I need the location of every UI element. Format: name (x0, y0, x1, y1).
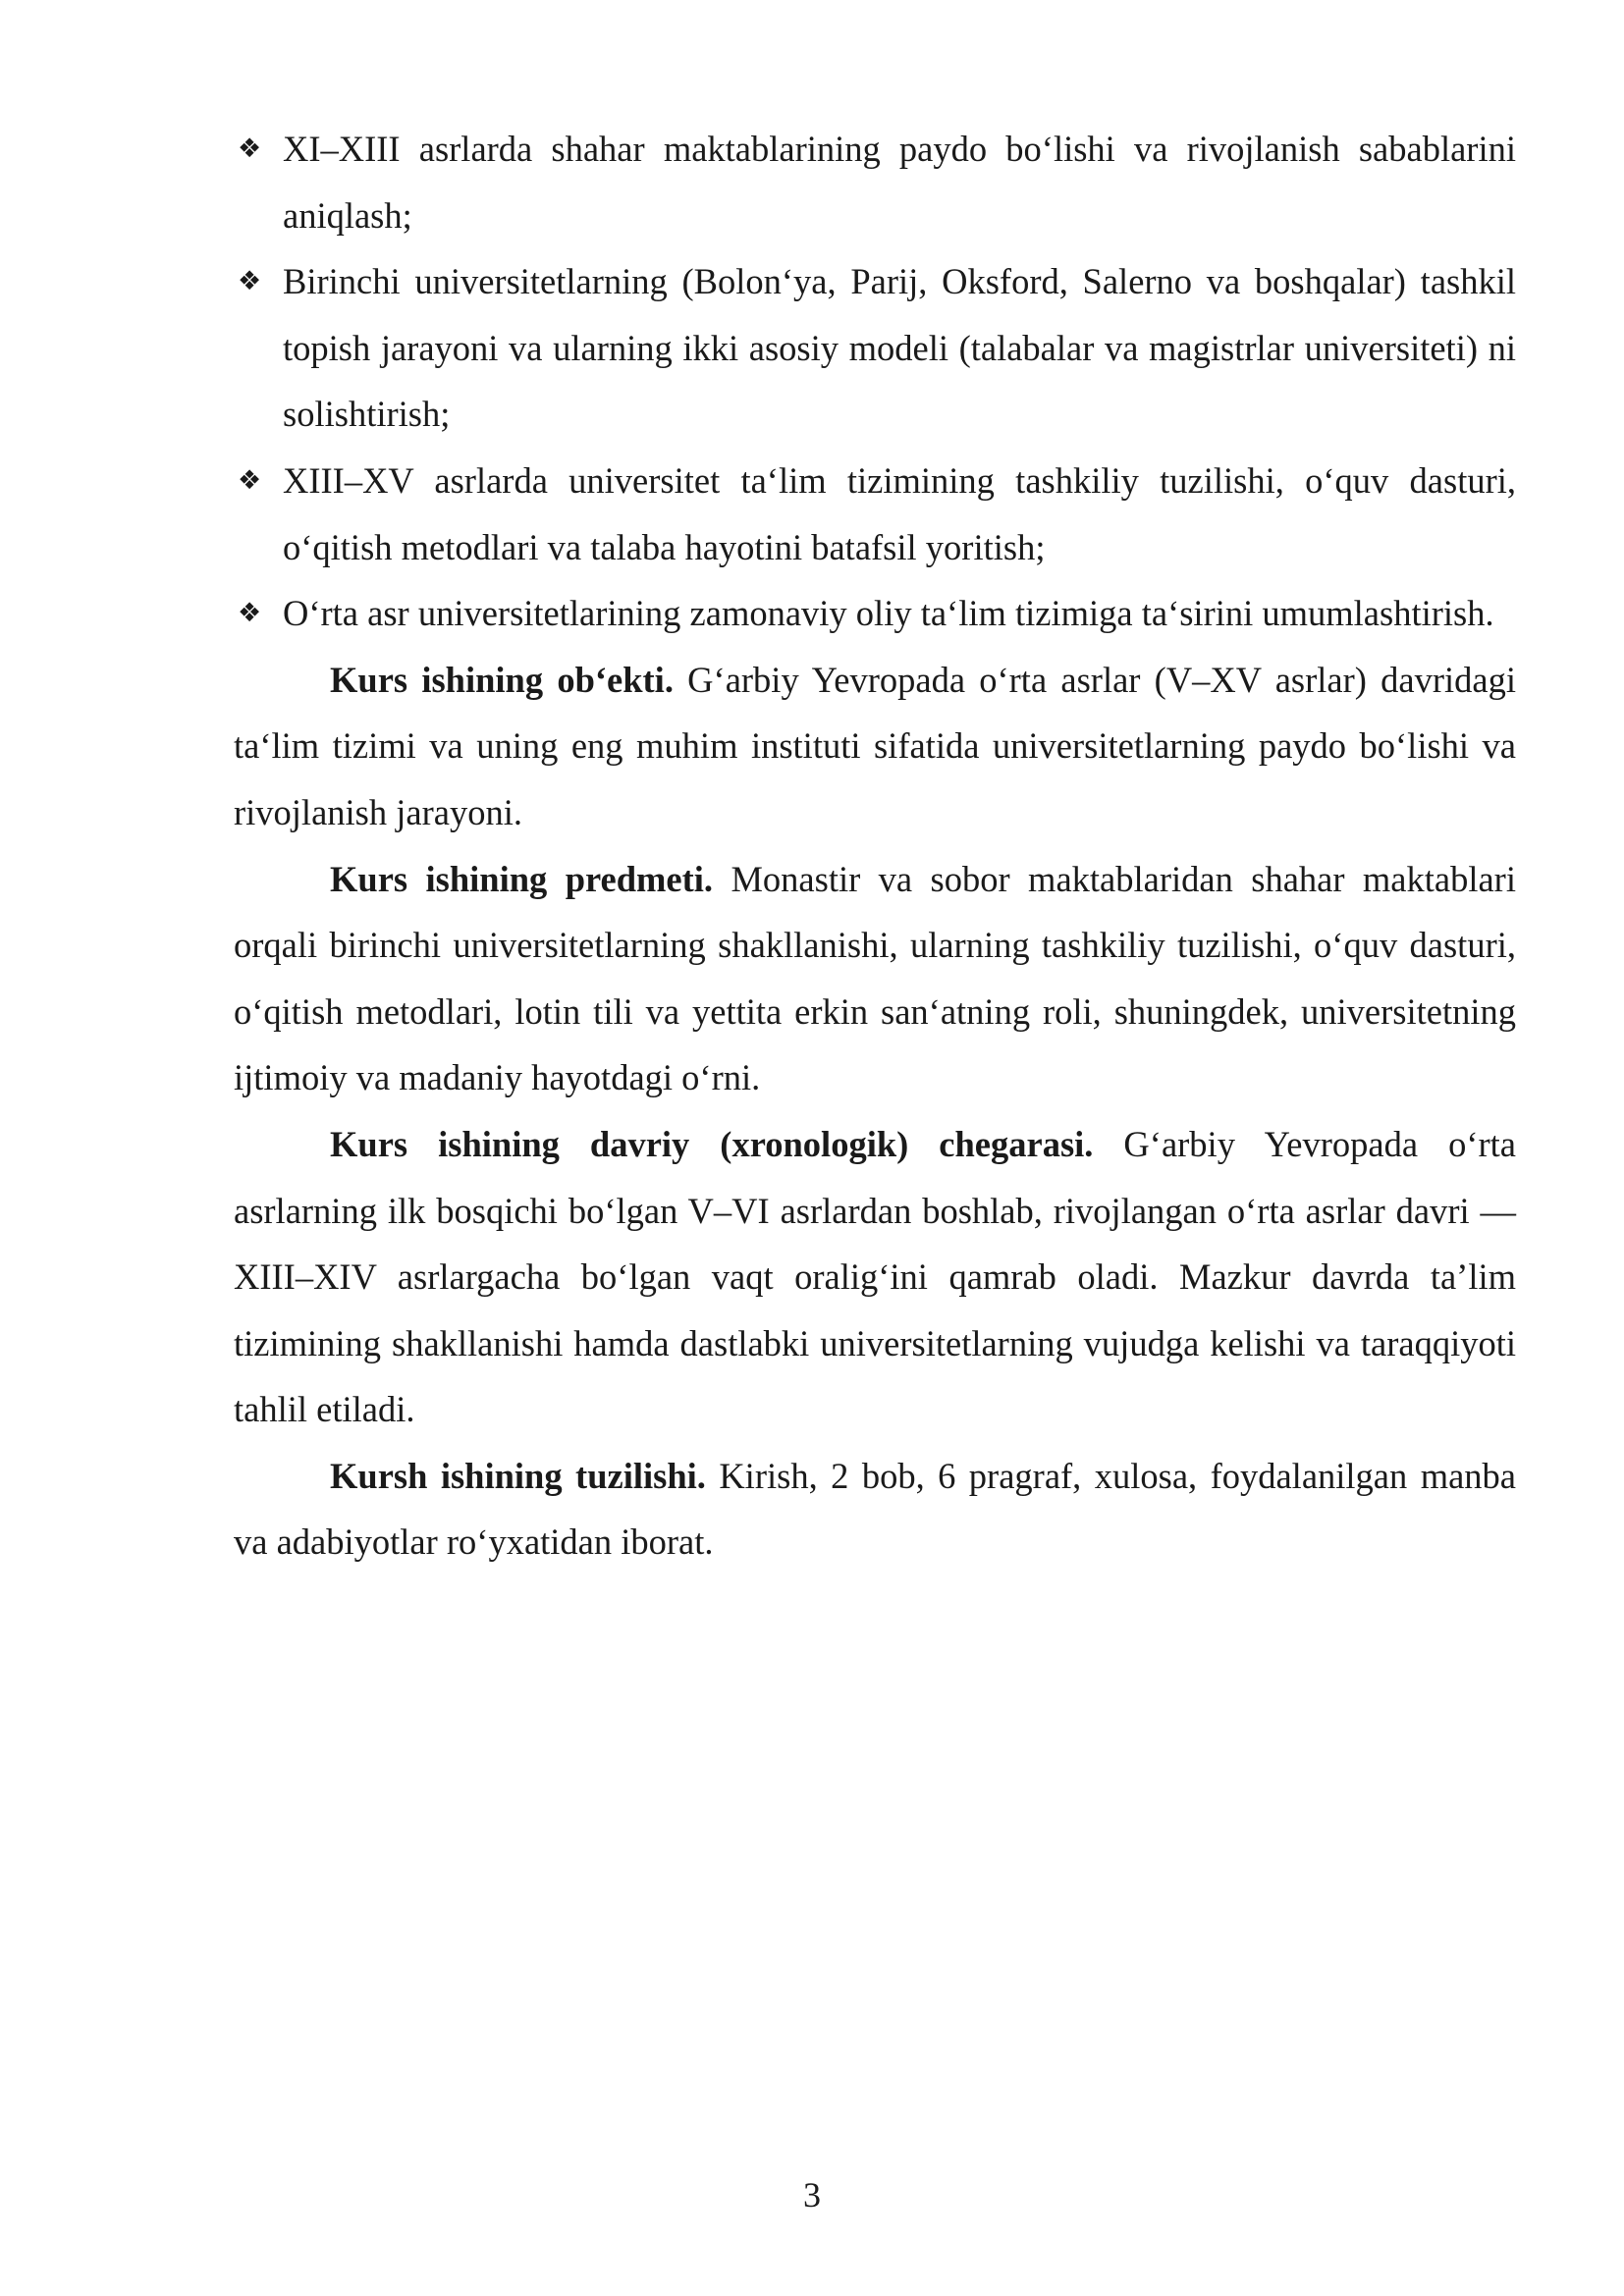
paragraph-text: G‘arbiy Yevropada o‘rta asrlarning ilk bosqichi bo‘lgan V–VI asrlardan boshlab, rivojlangan o‘rta asrlar davri — XIII–XIV asrlargacha bo‘lgan vaqt oralig‘ini qamrab oladi. Mazkur davrda ta’lim tizimining shakllanishi hamda dastlabki universitetlarning vujudga kelishi va taraqqiyoti tahlil etiladi. (234, 1123, 1516, 1430)
paragraph-text: Kirish, 2 bob, 6 pragraf, xulosa, foydalanilgan manba va adabiyotlar ro‘yxatidan iborat. (234, 1455, 1516, 1563)
bullet-text: O‘rta asr universitetlarining zamonaviy oliy ta‘lim tizimiga ta‘sirini umumlashtirish. (283, 593, 1494, 634)
page-number: 3 (803, 2175, 821, 2215)
document-page-body (234, 116, 1516, 1575)
subject-paragraph (234, 846, 1516, 1111)
bullet-text: XI–XIII asrlarda shahar maktablarining paydo bo‘lishi va rivojlanish sabablarini aniqlash; (283, 129, 1516, 236)
diamond-bullet-icon: ❖ (238, 266, 262, 297)
object-paragraph (234, 647, 1516, 846)
paragraph-label: Kursh ishining tuzilishi. (330, 1455, 706, 1496)
paragraph-label: Kurs ishining ob‘ekti. (330, 659, 674, 700)
bullet-item (234, 448, 1516, 580)
paragraph-text: G‘arbiy Yevropada o‘rta asrlar (V–XV asrlar) davridagi ta‘lim tizimi va uning eng muhim instituti sifatida universitetlarning paydo bo‘lishi va rivojlanish jarayoni. (234, 659, 1516, 832)
diamond-bullet-icon: ❖ (238, 598, 262, 629)
bullet-text: XIII–XV asrlarda universitet ta‘lim tizimining tashkiliy tuzilishi, o‘quv dasturi, o‘qitish metodlari va talaba hayotini batafsil yoritish; (283, 459, 1516, 567)
diamond-bullet-icon: ❖ (238, 464, 262, 496)
paragraph-text: Monastir va sobor maktablaridan shahar maktablari orqali birinchi universitetlarning shakllanishi, ularning tashkiliy tuzilishi, o‘quv dasturi, o‘qitish metodlari, lotin tili va yettita erkin san‘atning roli, shuningdek, universitetning ijtimoiy va madaniy hayotdagi o‘rni. (234, 858, 1516, 1098)
objectives-bullet-list (234, 116, 1516, 647)
bullet-text: Birinchi universitetlarning (Bolon‘ya, Parij, Oksford, Salerno va boshqalar) tashkil topish jarayoni va ularning ikki asosiy modeli (talabalar va magistrlar universiteti) ni solishtirish; (283, 261, 1516, 435)
paragraph-label: Kurs ishining davriy (xronologik) chegarasi. (330, 1123, 1094, 1164)
paragraph-label: Kurs ishining predmeti. (330, 858, 714, 899)
bullet-item (234, 580, 1516, 647)
structure-paragraph (234, 1443, 1516, 1575)
bullet-item (234, 116, 1516, 248)
bullet-item (234, 248, 1516, 448)
chronology-paragraph (234, 1111, 1516, 1443)
diamond-bullet-icon: ❖ (238, 133, 262, 164)
